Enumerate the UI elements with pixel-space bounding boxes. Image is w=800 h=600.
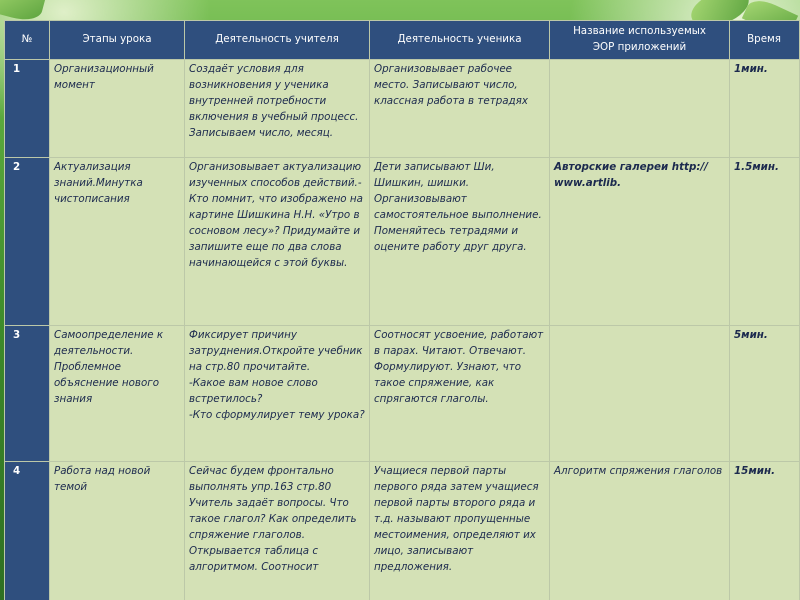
cell-student: Организовывает рабочее место. Записывают число, классная работа в тетрадях [370, 59, 550, 157]
cell-stage: Актуализация знаний.Минутка чистописания [50, 157, 185, 325]
cell-student: Соотносят усвоение, работают в парах. Читают. Отвечают. Формулируют. Узнают, что такое спряжение, как спрягаются глаголы. [370, 325, 550, 461]
table-row [5, 59, 800, 157]
cell-student: Дети записывают Ши, Шишкин, шишки. Организовывают самостоятельное выполнение. Поменяйтесь тетрадями и оцените работу друг друга. [370, 157, 550, 325]
header-teacher: Деятельность учителя [185, 21, 370, 60]
cell-stage: Работа над новой темой [50, 461, 185, 600]
row-number: 4 [5, 461, 50, 600]
table-row [5, 325, 800, 461]
cell-eor [550, 325, 730, 461]
cell-time: 1мин. [730, 59, 800, 157]
cell-eor: Авторские галереи http:// www.artlib. [550, 157, 730, 325]
cell-time: 1.5мин. [730, 157, 800, 325]
cell-student: Учащиеся первой парты первого ряда затем учащиеся первой парты второго ряда и т.д. называют пропущенные местоимения, определяют их лицо, записывают предложения. [370, 461, 550, 600]
cell-time: 5мин. [730, 325, 800, 461]
cell-teacher: Создаёт условия для возникновения у ученика внутренней потребности включения в учебный процесс. Записываем число, месяц. [185, 59, 370, 157]
cell-teacher: Организовывает актуализацию изученных способов действий.- Кто помнит, что изображено на картине Шишкина Н.Н. «Утро в сосновом лесу»? Придумайте и запишите еще по два слова начинающейся с этой буквы. [185, 157, 370, 325]
header-eor: Название используемых ЭОР приложений [550, 21, 730, 60]
cell-eor [550, 59, 730, 157]
header-stage: Этапы урока [50, 21, 185, 60]
header-student: Деятельность ученика [370, 21, 550, 60]
table-header-row [5, 21, 800, 60]
cell-eor: Алгоритм спряжения глаголов [550, 461, 730, 600]
table-row [5, 461, 800, 600]
row-number: 3 [5, 325, 50, 461]
header-time: Время [730, 21, 800, 60]
header-num: № [5, 21, 50, 60]
lesson-plan-table [4, 20, 800, 600]
table-row [5, 157, 800, 325]
cell-teacher: Фиксирует причину затруднения.Откройте учебник на стр.80 прочитайте. -Какое вам новое слово встретилось? -Кто сформулирует тему урока? [185, 325, 370, 461]
cell-stage: Организационный момент [50, 59, 185, 157]
cell-time: 15мин. [730, 461, 800, 600]
cell-teacher: Сейчас будем фронтально выполнять упр.163 стр.80 Учитель задаёт вопросы. Что такое глагол? Как определить спряжение глаголов. Открывается таблица с алгоритмом. Соотносит [185, 461, 370, 600]
row-number: 1 [5, 59, 50, 157]
row-number: 2 [5, 157, 50, 325]
cell-stage: Самоопределение к деятельности. Проблемное объяснение нового знания [50, 325, 185, 461]
